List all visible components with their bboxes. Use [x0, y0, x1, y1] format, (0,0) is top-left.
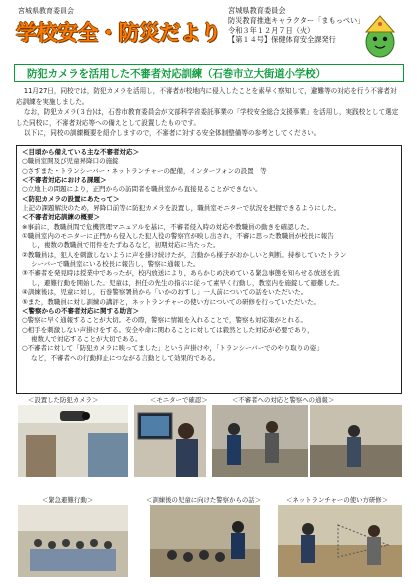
section-line: ○警察に早く通報することが大切。その際，警察に情報を入れることで，警察も対応策がとれる。: [22, 316, 308, 325]
section-heading: ＜不審者対応における課題＞: [22, 176, 107, 185]
caption-monitor: ＜モニターで確認＞: [150, 396, 208, 404]
photo-security-camera: [18, 405, 128, 477]
caption-response: ＜不審者への対応と警察への通報＞: [232, 396, 335, 404]
section-heading: ＜目頃から備えている主な不審者対応＞: [22, 148, 139, 156]
section-line: ○相手を刺激しない声掛けをする。安全や命に関わることに対しては毅然とした対応が必要であり，: [22, 325, 314, 334]
section-line: ○不審者に対して「防犯カメラに映ってました」という声掛けや，「トランシーバーでのやり取りの姿」: [22, 344, 323, 353]
article-headline: [14, 64, 404, 82]
photo-net-launcher: [278, 505, 402, 577]
intro-paragraph-1: 11月27日，同校では，防犯カメラを活用し，不審者が校地内に侵入したことを素早く察知して，避難等の対応を行う不審者対応訓練を実施しました。: [16, 87, 397, 106]
section-line: ○立地上の問題により，正門からの訪問者を職員室から直接見ることができない。: [22, 185, 262, 194]
issue-org: 宮城県教育委員会: [228, 6, 286, 15]
photo-suspect-response: [212, 405, 308, 477]
mascot-caption: 防災教育推進キャラクター「まもっぺい」: [228, 15, 365, 25]
section-line: し，避難行動を開始した。児童は，担任の先生の指示に従って素早く行動し，教室内を施錠して避難した。: [31, 278, 343, 287]
issue-number: 【第１４号】保健体育安全課発行: [228, 35, 336, 45]
caption-camera: ＜設置した防犯カメラ＞: [28, 396, 99, 404]
article-headline-text: 防犯カメラを活用した不審者対応訓練（石巻市立大街道小学校）: [27, 68, 326, 80]
section-line: ○職員室開及び児童昇降口の施錠: [22, 157, 119, 166]
drill-summary-box: [16, 145, 402, 394]
section-line: し，複数の教職員で用件をたずねるなど，初期対応に当たった。: [31, 241, 220, 250]
section-line: 複数人で対応することが大切である。: [31, 334, 142, 343]
intro-paragraph-3: 以下に，同校の訓練概要を紹介しますので，不審者に対する安全体制整備等の参考としてください。: [23, 129, 321, 137]
section-line: ○さすまた・トランシーバー・ネットランチャーの配備，インターフォンの設置 等: [22, 166, 267, 175]
section-line: ②教職員は，犯人を刺激しないように声を掛け続けたが，言動から様子がおかしいと判断。持参していたトラン: [22, 250, 347, 259]
newsletter-title: 学校安全・防災だより: [16, 21, 221, 45]
issue-info: [228, 6, 364, 45]
intro-paragraph-2: なお，防犯カメラ(３台)は，石巻市教育委員会が文部科学省委託事業の「学校安全総合支援事業」を活用し，実践校として選定した同校に，不審者対応等への備えとして設置したものです。: [16, 108, 399, 127]
mascot-icon: [360, 12, 400, 60]
issuer-label: 宮城県教育委員会: [18, 7, 74, 15]
section-line: 上記の課題解決のため，昇降口前等に防犯カメラを設置し，職員室モニターで状況を把握できるようにした。: [22, 204, 341, 213]
section-line: など，不審者への行動抑止につながる言動として効果的である。: [31, 353, 220, 362]
caption-evacuation: ＜緊急避難行動＞: [42, 496, 94, 504]
caption-net-launcher: ＜ネットランチャーの使い方研修＞: [286, 496, 389, 504]
section-line: ④訓練後は，児童に対し，石巻警察署員から「いかのおすし」一人前についての話をいただいた。: [22, 288, 308, 297]
section-heading: ＜不審者対応訓練の概要＞: [22, 213, 100, 222]
section-heading: ＜警察からの不審者対応に関する助言＞: [22, 306, 139, 315]
photo-monitor-check: [134, 405, 206, 477]
section-line: ※事前に，教職員間で危機管理マニュアルを基に，不審者侵入時の対応や教職員の動きを確認した。: [22, 222, 314, 231]
section-line: ①職員室内のモニターに正門から侵入した犯人役の警察官が映し出され，不審に思った教職員が校長に報告: [22, 232, 334, 241]
section-line: ③不審者を発見時は授業中であったが，校内放送により，あらかじめ決めている緊急事態を知らせる放送を流: [22, 269, 340, 278]
photo-police-call: [310, 405, 402, 477]
section-line: シーバーで職員室にいる校長に報告し，警察に通報した。: [31, 260, 200, 269]
section-line: ⑤また，教職員に対し訓練の講評と，ネットランチャーの使い方についての研修を行っていただいた。: [22, 297, 321, 306]
issue-date: 令和３年１２月７日（火）: [228, 25, 315, 35]
photo-police-talk: [150, 505, 260, 577]
caption-police-talk: ＜訓練後の児童に向けた警察からの話＞: [146, 496, 262, 504]
newsletter-header: [14, 6, 404, 62]
intro-text: [16, 86, 402, 139]
section-heading: ＜防犯カメラの設置にあたって＞: [22, 194, 120, 203]
photo-evacuation: [18, 505, 128, 577]
